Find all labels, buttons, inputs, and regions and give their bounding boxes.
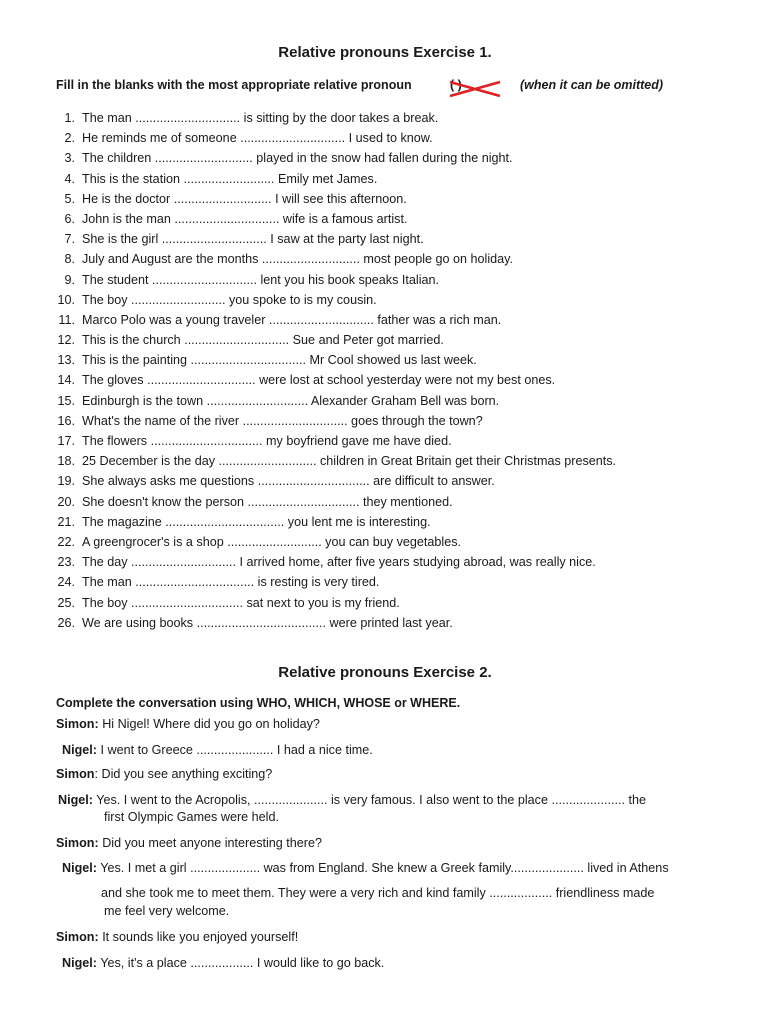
- speaker-label: Nigel:: [58, 793, 93, 807]
- exercise-item: [0, 471, 770, 491]
- item-text: He is the doctor ............................ I will see this afternoon.: [82, 191, 407, 206]
- item-number: 22.: [57, 534, 75, 549]
- item-text: The children ............................ played in the snow had fallen during the night.: [82, 151, 513, 166]
- item-text: She always asks me questions ................................ are difficult to answer.: [82, 474, 495, 489]
- item-text: The boy ................................ sat next to you is my friend.: [82, 595, 400, 610]
- exercise1-title: Relative pronouns Exercise 1.: [278, 44, 492, 61]
- item-number: 12.: [57, 333, 75, 348]
- conversation-line: [56, 716, 320, 733]
- item-text: This is the painting ................................. Mr Cool showed us last week.: [82, 353, 477, 368]
- item-text: Edinburgh is the town ............................. Alexander Graham Bell was born.: [82, 393, 500, 408]
- conversation-line-continued: me feel very welcome.: [104, 904, 230, 918]
- exercise-item: [0, 492, 770, 512]
- item-number: 10.: [57, 292, 75, 307]
- exercise-item: [0, 552, 770, 572]
- line-text: Yes. I met a girl .................... was from England. She knew a Greek family..................... lived in Athens: [100, 861, 669, 875]
- conversation-line: [62, 742, 373, 759]
- item-text: The boy ........................... you spoke to is my cousin.: [82, 292, 377, 307]
- item-number: 1.: [64, 111, 75, 125]
- item-number: 8.: [64, 252, 75, 267]
- item-number: 6.: [64, 211, 75, 226]
- exercise-item: [0, 391, 770, 411]
- item-number: 24.: [57, 575, 75, 590]
- exercise-item: [0, 249, 770, 269]
- crossed-parens: ( ): [450, 78, 462, 92]
- speaker-label: Nigel:: [62, 743, 97, 757]
- line-text: I went to Greece ...................... I had a nice time.: [100, 743, 373, 757]
- item-number: 19.: [57, 474, 75, 489]
- exercise1-note: (when it can be omitted): [520, 78, 664, 92]
- item-text: This is the church .............................. Sue and Peter got married.: [82, 333, 444, 348]
- exercise2-instruction: Complete the conversation using WHO, WHICH, WHOSE or WHERE.: [56, 696, 461, 710]
- exercise-item: [0, 209, 770, 229]
- exercise-item: [0, 532, 770, 552]
- item-text: This is the station .......................... Emily met James.: [82, 171, 378, 186]
- line-text: : Did you see anything exciting?: [94, 767, 273, 781]
- item-text: The magazine .................................. you lent me is interesting.: [82, 514, 431, 529]
- exercise-item: [0, 310, 770, 330]
- item-number: 17.: [57, 434, 75, 448]
- item-text: July and August are the months ............................ most people go on holiday.: [82, 252, 513, 267]
- exercise-item: [0, 148, 770, 168]
- conversation-line: [56, 835, 322, 852]
- exercise-item: [0, 593, 770, 613]
- item-text: Marco Polo was a young traveler .............................. father was a rich man.: [82, 312, 502, 327]
- conversation-line-continued: first Olympic Games were held.: [104, 810, 279, 824]
- speaker-label: Nigel:: [62, 861, 97, 875]
- line-text: Did you meet anyone interesting there?: [102, 836, 323, 850]
- item-text: He reminds me of someone .............................. I used to know.: [82, 131, 433, 146]
- item-number: 5.: [64, 191, 75, 206]
- line-text: It sounds like you enjoyed yourself!: [102, 930, 299, 944]
- item-number: 15.: [57, 393, 75, 408]
- item-number: 20.: [57, 494, 75, 509]
- item-number: 16.: [57, 413, 75, 428]
- item-text: What's the name of the river .............................. goes through the town?: [82, 413, 483, 428]
- item-text: She is the girl .............................. I saw at the party last night.: [82, 232, 424, 247]
- item-number: 25.: [57, 595, 75, 610]
- exercise2-title: Relative pronouns Exercise 2.: [278, 664, 492, 681]
- item-text: The man .................................. is resting is very tired.: [82, 575, 380, 590]
- item-number: 18.: [57, 454, 75, 469]
- speaker-label: Simon: [56, 767, 95, 781]
- item-text: The flowers ................................ my boyfriend gave me have died.: [82, 434, 452, 448]
- item-number: 26.: [57, 615, 75, 630]
- exercise-item: [0, 169, 770, 189]
- exercise-item: [0, 512, 770, 532]
- conversation-line: [62, 860, 669, 877]
- item-number: 13.: [57, 353, 75, 368]
- item-text: The student .............................. lent you his book speaks Italian.: [82, 272, 439, 287]
- item-text: John is the man .............................. wife is a famous artist.: [82, 211, 408, 226]
- exercise-item: [0, 189, 770, 209]
- exercise-item: [0, 411, 770, 431]
- item-text: A greengrocer's is a shop ........................... you can buy vegetables.: [82, 534, 462, 549]
- item-text: We are using books ..................................... were printed last year.: [82, 615, 453, 630]
- conversation-line: and she took me to meet them. They were a very rich and kind family .................. friendliness made: [101, 886, 655, 900]
- exercise-item: [0, 370, 770, 390]
- exercise-item: [0, 431, 770, 451]
- exercise-item: [0, 350, 770, 370]
- conversation-line: [56, 929, 298, 946]
- item-number: 3.: [64, 151, 75, 166]
- line-text: Yes. I went to the Acropolis, ..................... is very famous. I also went to the place ..................... the: [96, 793, 646, 807]
- item-number: 11.: [58, 312, 75, 327]
- conversation-line: [62, 955, 384, 972]
- exercise-item: [0, 270, 770, 290]
- conversation-line: [56, 766, 272, 783]
- item-text: The gloves ............................... were lost at school yesterday were not my best ones.: [82, 373, 556, 388]
- speaker-label: Simon:: [56, 836, 99, 850]
- exercise-item: [0, 128, 770, 148]
- exercise1-instruction: Fill in the blanks with the most appropriate relative pronoun: [56, 78, 412, 92]
- exercise-item: [0, 108, 770, 128]
- exercise-item: [0, 572, 770, 592]
- item-number: 7.: [64, 232, 75, 247]
- exercise-item: [0, 451, 770, 471]
- exercise-item: [0, 290, 770, 310]
- speaker-label: Simon:: [56, 930, 99, 944]
- exercise-item: [0, 330, 770, 350]
- item-text: The man .............................. is sitting by the door takes a break.: [82, 111, 439, 125]
- exercise-item: [0, 613, 770, 633]
- item-number: 2.: [64, 131, 75, 146]
- item-number: 9.: [64, 272, 75, 287]
- line-text: Yes, it's a place .................. I would like to go back.: [100, 956, 385, 970]
- conversation-line: [58, 792, 646, 809]
- speaker-label: Simon:: [56, 717, 99, 731]
- exercise1-list: [0, 108, 770, 633]
- item-text: The day .............................. I arrived home, after five years studying abroad, was really nice.: [82, 555, 596, 570]
- red-cross-mark: [448, 80, 504, 98]
- item-number: 21.: [57, 514, 75, 529]
- speaker-label: Nigel:: [62, 956, 97, 970]
- item-number: 23.: [57, 555, 75, 570]
- item-number: 4.: [64, 171, 75, 186]
- item-number: 14.: [57, 373, 75, 388]
- item-text: She doesn't know the person ................................ they mentioned.: [82, 494, 453, 509]
- item-text: 25 December is the day ............................ children in Great Britain get their Christmas presents.: [82, 454, 617, 469]
- exercise-item: [0, 229, 770, 249]
- line-text: Hi Nigel! Where did you go on holiday?: [102, 717, 320, 731]
